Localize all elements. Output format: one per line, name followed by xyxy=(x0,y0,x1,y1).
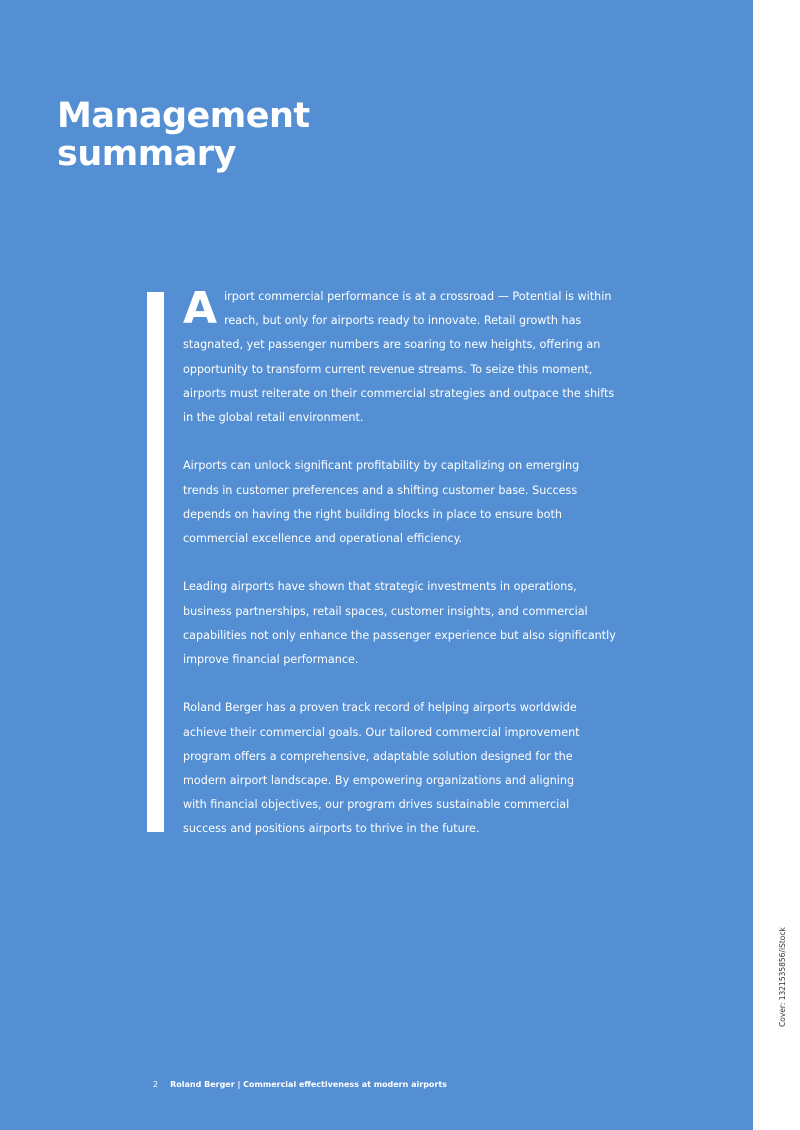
paragraph-line: capabilities not only enhance the passenger experience but also significantly xyxy=(183,628,616,642)
page-title xyxy=(57,97,357,173)
paragraph-line: trends in customer preferences and a shifting customer base. Success xyxy=(183,483,578,497)
paragraph-line: Roland Berger has a proven track record of helping airports worldwide xyxy=(183,701,577,715)
paragraph-line: reach, but only for airports ready to innovate. Retail growth has xyxy=(224,314,582,328)
cover-image-credit: Cover: 1321535856/iStock xyxy=(778,927,787,1027)
paragraph-line: business partnerships, retail spaces, customer insights, and commercial xyxy=(183,604,588,618)
page-number: 2 xyxy=(153,1080,159,1089)
paragraph-line: irport commercial performance is at a crossroad — Potential is within xyxy=(224,290,612,303)
paragraph-line: success and positions airports to thrive in the future. xyxy=(183,822,480,836)
paragraph-line: in the global retail environment. xyxy=(183,411,364,425)
summary-paragraph-3 xyxy=(183,575,623,672)
summary-paragraph-2 xyxy=(183,454,623,551)
paragraph-line: modern airport landscape. By empowering organizations and aligning xyxy=(183,774,575,788)
paragraph-line: stagnated, yet passenger numbers are soaring to new heights, offering an xyxy=(183,338,601,352)
accent-bar xyxy=(147,292,164,832)
paragraph-line: opportunity to transform current revenue streams. To seize this moment, xyxy=(183,362,593,376)
paragraph-line: achieve their commercial goals. Our tailored commercial improvement xyxy=(183,725,580,739)
paragraph-line: commercial excellence and operational efficiency. xyxy=(183,532,463,546)
paragraph-line: airports must reiterate on their commercial strategies and outpace the shifts xyxy=(183,386,615,400)
footer-text: Roland Berger | Commercial effectiveness at modern airports xyxy=(170,1080,447,1089)
drop-cap: A xyxy=(183,283,218,334)
page-title-line-1: Management xyxy=(57,96,310,136)
paragraph-line: Leading airports have shown that strategic investments in operations, xyxy=(183,580,577,594)
paragraph-line: program offers a comprehensive, adaptable solution designed for the xyxy=(183,749,573,763)
paragraph-line: with financial objectives, our program drives sustainable commercial xyxy=(183,798,570,812)
paragraph-line: Airports can unlock significant profitability by capitalizing on emerging xyxy=(183,459,580,473)
summary-paragraph-4 xyxy=(183,696,623,841)
paragraph-line: depends on having the right building blocks in place to ensure both xyxy=(183,507,562,521)
paragraph-line: improve financial performance. xyxy=(183,653,359,667)
summary-paragraph-1 xyxy=(183,285,623,430)
summary-body xyxy=(183,285,623,866)
page-title-line-2: summary xyxy=(57,134,236,174)
page-footer xyxy=(153,1079,447,1091)
